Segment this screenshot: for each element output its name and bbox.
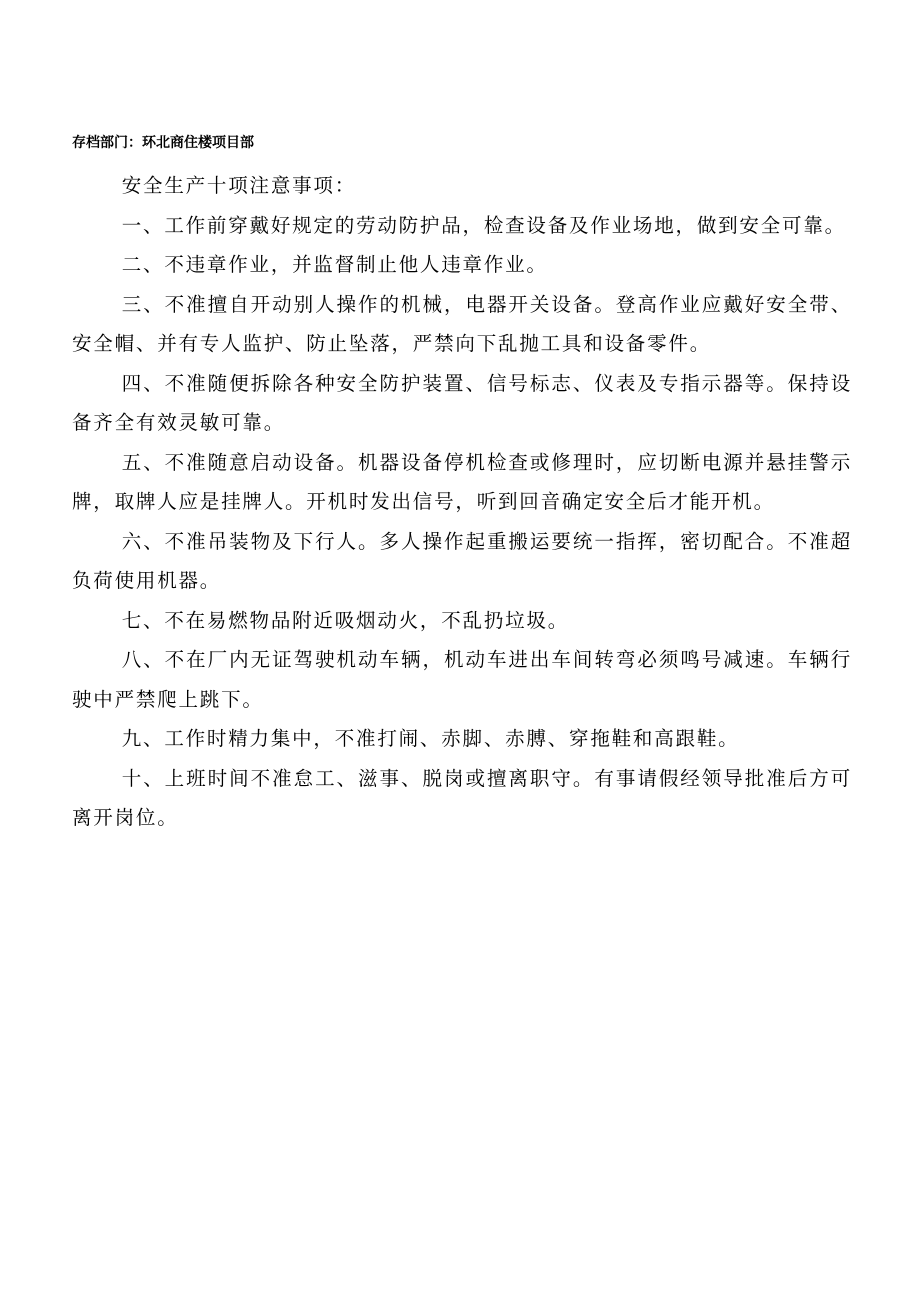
archive-department-label: 存档部门：环北商住楼项目部	[72, 135, 254, 151]
rule-item-2: 二、不违章作业，并监督制止他人违章作业。	[121, 253, 548, 276]
rule-item-10: 十、上班时间不准怠工、滋事、脱岗或擅离职守。有事请假经领导批准后方可离开岗位。	[72, 766, 852, 829]
rule-item-9: 九、工作时精力集中，不准打闹、赤脚、赤膊、穿拖鞋和高跟鞋。	[121, 727, 740, 750]
document-body	[72, 166, 852, 838]
document-heading: 安全生产十项注意事项：	[121, 174, 357, 197]
rule-item-7: 七、不在易燃物品附近吸烟动火，不乱扔垃圾。	[121, 608, 570, 632]
rule-item-6: 六、不准吊装物及下行人。多人操作起重搬运要统一指挥，密切配合。不准超负荷使用机器。	[72, 529, 852, 592]
rule-item-1: 一、工作前穿戴好规定的劳动防护品，检查设备及作业场地，做到安全可靠。	[121, 213, 846, 237]
rule-item-3: 三、不准擅自开动别人操作的机械，电器开关设备。登高作业应戴好安全带、安全帽、并有专人监护、防止坠落，严禁向下乱抛工具和设备零件。	[72, 292, 852, 355]
rule-item-8: 八、不在厂内无证驾驶机动车辆，机动车进出车间转弯必须鸣号减速。车辆行驶中严禁爬上跳下。	[72, 648, 852, 711]
rule-item-5: 五、不准随意启动设备。机器设备停机检查或修理时，应切断电源并悬挂警示牌，取牌人应是挂牌人。开机时发出信号，听到回音确定安全后才能开机。	[72, 450, 852, 513]
rule-item-4: 四、不准随便拆除各种安全防护装置、信号标志、仪表及专指示器等。保持设备齐全有效灵敏可靠。	[72, 371, 852, 434]
